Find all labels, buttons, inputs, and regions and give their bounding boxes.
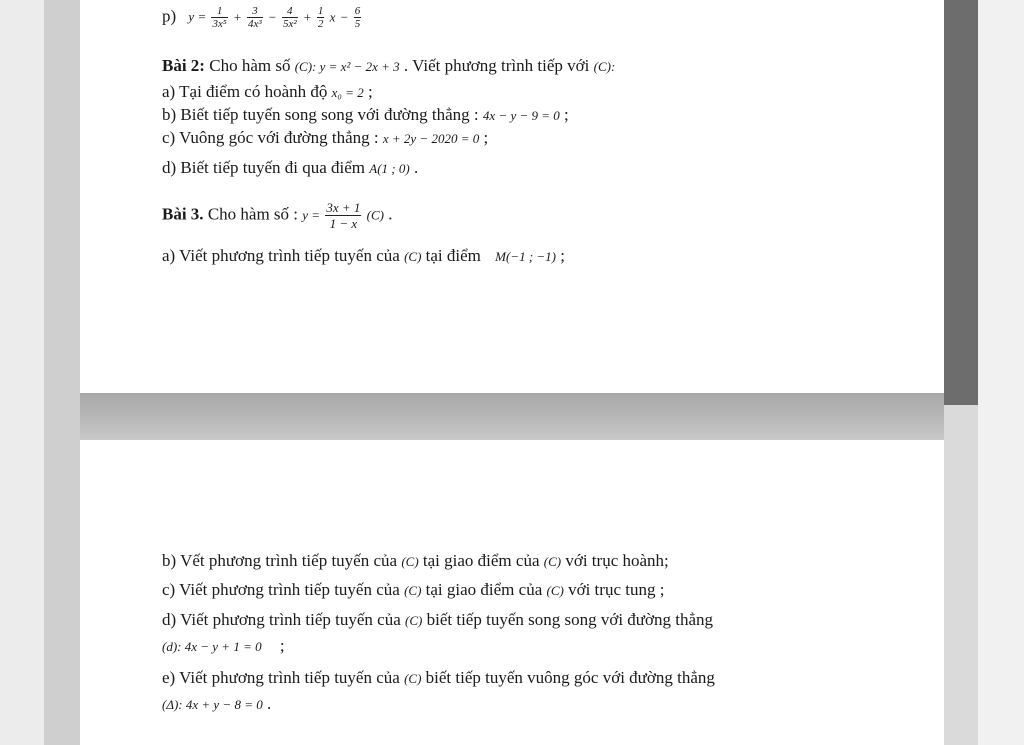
fraction bbox=[211, 5, 227, 30]
formula: (C) bbox=[404, 671, 422, 686]
formula: (C) bbox=[404, 249, 422, 264]
denominator: 5 bbox=[354, 18, 361, 30]
text: a) Viết phương trình tiếp tuyến của bbox=[162, 246, 400, 265]
formula-y: y = bbox=[302, 207, 321, 223]
exercise-heading: Bài 3. bbox=[162, 204, 204, 224]
text: ; bbox=[483, 128, 489, 147]
formula: (C) bbox=[404, 583, 422, 598]
text: biết tiếp tuyến song song với đường thẳng bbox=[426, 610, 714, 629]
operator: + bbox=[232, 9, 242, 25]
formula: x + 2y − 2020 = 0 bbox=[382, 131, 480, 146]
formula: (C) bbox=[543, 554, 562, 569]
formula: (Δ): 4x + y − 8 = 0 bbox=[162, 697, 263, 712]
formula: 4x − y − 9 = 0 bbox=[482, 108, 560, 123]
fraction bbox=[282, 5, 298, 30]
bai3-item-b bbox=[162, 551, 669, 571]
numerator: 6 bbox=[354, 5, 361, 17]
bai3-item-d-line bbox=[162, 636, 285, 656]
text: e) Viết phương trình tiếp tuyến của bbox=[162, 668, 400, 687]
numerator: 4 bbox=[282, 5, 298, 18]
text: tại giao điểm của bbox=[422, 551, 540, 570]
formula: M(−1 ; −1) bbox=[495, 249, 557, 264]
scrollbar-thumb[interactable] bbox=[944, 0, 978, 405]
page-gap bbox=[80, 393, 944, 440]
exercise-heading: Bài 2: bbox=[162, 56, 205, 75]
denominator: 2 bbox=[317, 18, 324, 30]
text: tại điểm bbox=[425, 246, 481, 265]
bai2-heading-line bbox=[162, 56, 615, 76]
text: a) Tại điểm có hoành độ bbox=[162, 82, 328, 101]
exercise-p-line bbox=[162, 5, 362, 30]
denominator: 5x² bbox=[282, 18, 297, 30]
formula: (C) bbox=[405, 613, 423, 628]
text: . bbox=[266, 694, 272, 713]
text: b) Biết tiếp tuyến song song với đường thẳng : bbox=[162, 105, 479, 124]
formula: A(1 ; 0) bbox=[369, 161, 410, 176]
denominator: 1 − x bbox=[329, 216, 358, 231]
viewer-right-margin bbox=[978, 0, 1024, 745]
formula: (C) bbox=[546, 583, 564, 598]
variable: x bbox=[329, 9, 336, 25]
text: ; bbox=[560, 246, 565, 265]
operator: + bbox=[302, 9, 312, 25]
formula: (C) bbox=[366, 207, 384, 223]
text: ; bbox=[367, 82, 373, 101]
bai3-item-d bbox=[162, 610, 713, 630]
text: với trục tung ; bbox=[568, 580, 665, 599]
fraction bbox=[325, 200, 361, 231]
numerator: 1 bbox=[317, 5, 324, 17]
text: d) Biết tiếp tuyến đi qua điểm bbox=[162, 158, 366, 177]
bai3-item-a bbox=[162, 246, 565, 266]
fraction bbox=[247, 5, 263, 30]
text: . bbox=[388, 204, 393, 224]
text: ; bbox=[564, 105, 569, 124]
numerator: 3x + 1 bbox=[326, 200, 361, 215]
text: với trục hoành; bbox=[565, 551, 669, 570]
text: . Viết phương trình tiếp với bbox=[403, 56, 590, 75]
denominator: 3x⁵ bbox=[212, 18, 227, 30]
bai2-item-a bbox=[162, 82, 373, 102]
text: biết tiếp tuyến vuông góc với đường thẳng bbox=[425, 668, 715, 687]
text: b) Vết phương trình tiếp tuyến của bbox=[162, 551, 398, 570]
formula-y: y = bbox=[188, 9, 207, 25]
denominator: 4x³ bbox=[247, 18, 262, 30]
text: ; bbox=[279, 636, 285, 655]
bai2-item-b bbox=[162, 105, 569, 125]
bai3-item-e-line bbox=[162, 694, 271, 714]
bai3-item-c bbox=[162, 580, 664, 600]
text: Cho hàm số : bbox=[207, 204, 299, 224]
numerator: 3 bbox=[247, 5, 263, 18]
fraction bbox=[354, 5, 362, 30]
item-label: p) bbox=[162, 6, 177, 26]
formula: x₀ = 2 bbox=[331, 85, 364, 100]
text: tại giao điểm của bbox=[425, 580, 543, 599]
formula: (d): 4x − y + 1 = 0 bbox=[162, 639, 262, 654]
text: Cho hàm số bbox=[209, 56, 291, 75]
formula: (C): bbox=[593, 59, 616, 74]
bai3-heading-line bbox=[162, 200, 392, 231]
viewer-left-margin bbox=[0, 0, 44, 745]
text: d) Viết phương trình tiếp tuyến của bbox=[162, 610, 401, 629]
fraction bbox=[317, 5, 325, 30]
formula: (C): y = x² − 2x + 3 bbox=[294, 59, 400, 74]
numerator: 1 bbox=[211, 5, 227, 18]
text: c) Vuông góc với đường thẳng : bbox=[162, 128, 379, 147]
text: . bbox=[413, 158, 419, 177]
formula: (C) bbox=[401, 554, 419, 569]
text: c) Viết phương trình tiếp tuyến của bbox=[162, 580, 400, 599]
bai3-item-e bbox=[162, 668, 715, 688]
operator: − bbox=[339, 9, 349, 25]
operator: − bbox=[267, 9, 277, 25]
bai2-item-c bbox=[162, 128, 488, 148]
bai2-item-d bbox=[162, 158, 418, 178]
